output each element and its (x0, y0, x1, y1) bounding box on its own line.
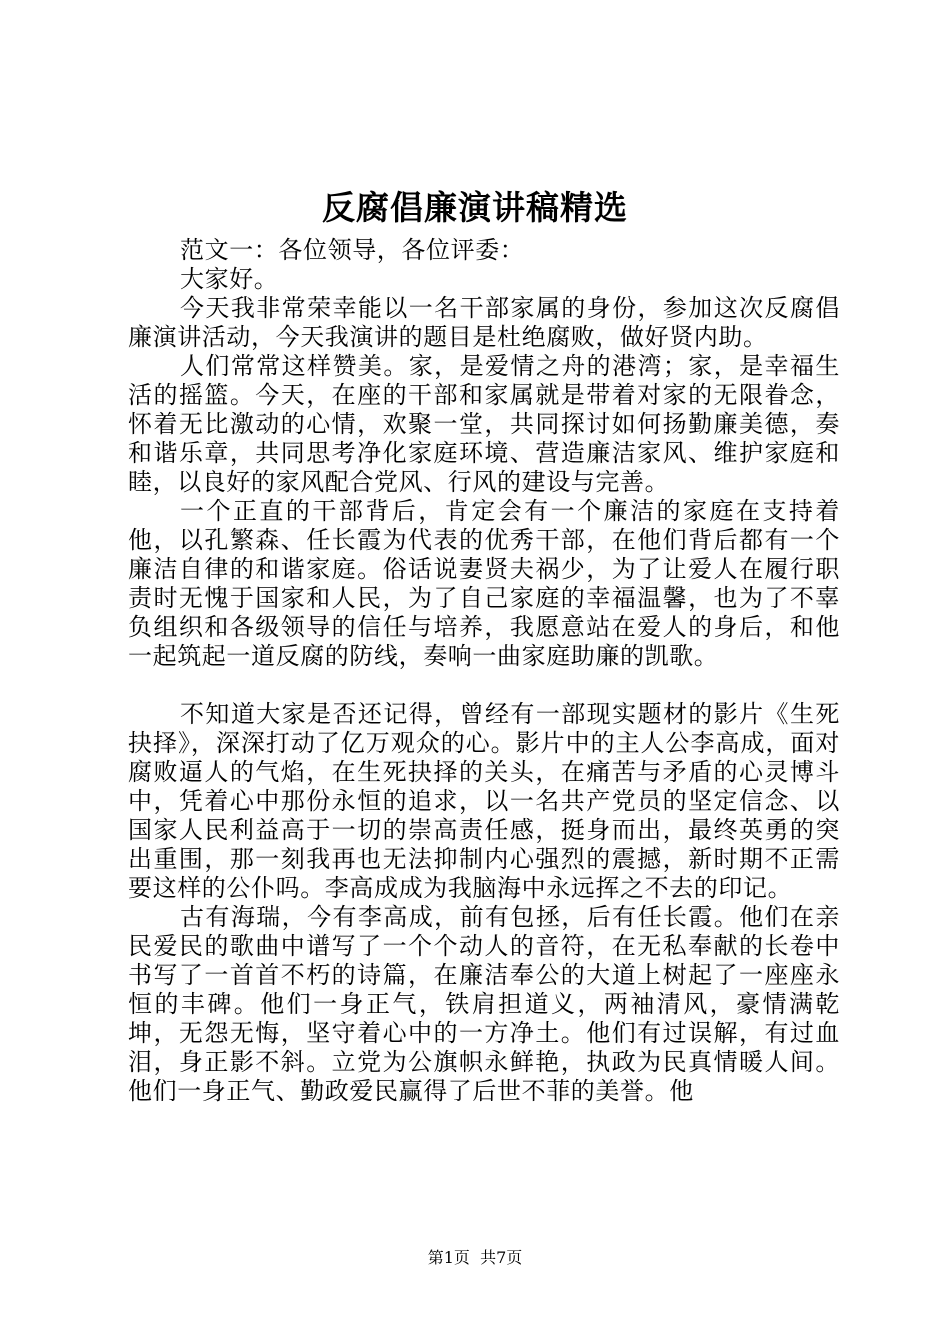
body-paragraph: 一个正直的干部背后，肯定会有一个廉洁的家庭在支持着他，以孔繁森、任长霞为代表的优秀干部，在他们背后都有一个廉洁自律的和谐家庭。俗话说妻贤夫祸少，为了让爱人在履行职责时无愧于国家和人民，为了自己家庭的幸福温馨，也为了不辜负组织和各级领导的信任与培养，我愿意站在爱人的身后，和他一起筑起一道反腐的防线，奏响一曲家庭助廉的凯歌。 (128, 497, 840, 670)
body-paragraph: 今天我非常荣幸能以一名干部家属的身份，参加这次反腐倡廉演讲活动，今天我演讲的题目是杜绝腐败，做好贤内助。 (128, 294, 840, 351)
greeting-paragraph: 大家好。 (180, 265, 279, 293)
body-paragraph: 不知道大家是否还记得，曾经有一部现实题材的影片《生死抉择》，深深打动了亿万观众的心。影片中的主人公李高成，面对腐败逼人的气焰，在生死抉择的关头，在痛苦与矛盾的心灵博斗中，凭着心中那份永恒的追求，以一名共产党员的坚定信念、以国家人民利益高于一切的崇高责任感，挺身而出，最终英勇的突出重围，那一刻我再也无法抑制内心强烈的震撼，新时期不正需要这样的公仆吗。李高成成为我脑海中永远挥之不去的印记。 (128, 700, 840, 902)
body-paragraph: 人们常常这样赞美。家，是爱情之舟的港湾；家，是幸福生活的摇篮。今天，在座的干部和家属就是带着对家的无限眷念，怀着无比激动的心情，欢聚一堂，共同探讨如何扬勤廉美德，奏和谐乐章，共同思考净化家庭环境、营造廉洁家风、维护家庭和睦，以良好的家风配合党风、行风的建设与完善。 (128, 352, 840, 496)
page-indicator: 第1页 共7页 (427, 1248, 523, 1267)
body-paragraph: 古有海瑞，今有李高成，前有包拯，后有任长霞。他们在亲民爱民的歌曲中谱写了一个个动人的音符，在无私奉献的长卷中书写了一首首不朽的诗篇，在廉洁奉公的大道上树起了一座座永恒的丰碑。他们一身正气，铁肩担道义，两袖清风，豪情满乾坤，无怨无悔，坚守着心中的一方净土。他们有过误解，有过血泪，身正影不斜。立党为公旗帜永鲜艳，执政为民真情暖人间。他们一身正气、勤政爱民赢得了后世不菲的美誉。他 (128, 903, 840, 1105)
document-title: 反腐倡廉演讲稿精选 (322, 188, 628, 227)
salutation-paragraph: 范文一：各位领导，各位评委： (180, 236, 525, 264)
document-body (128, 236, 840, 1106)
